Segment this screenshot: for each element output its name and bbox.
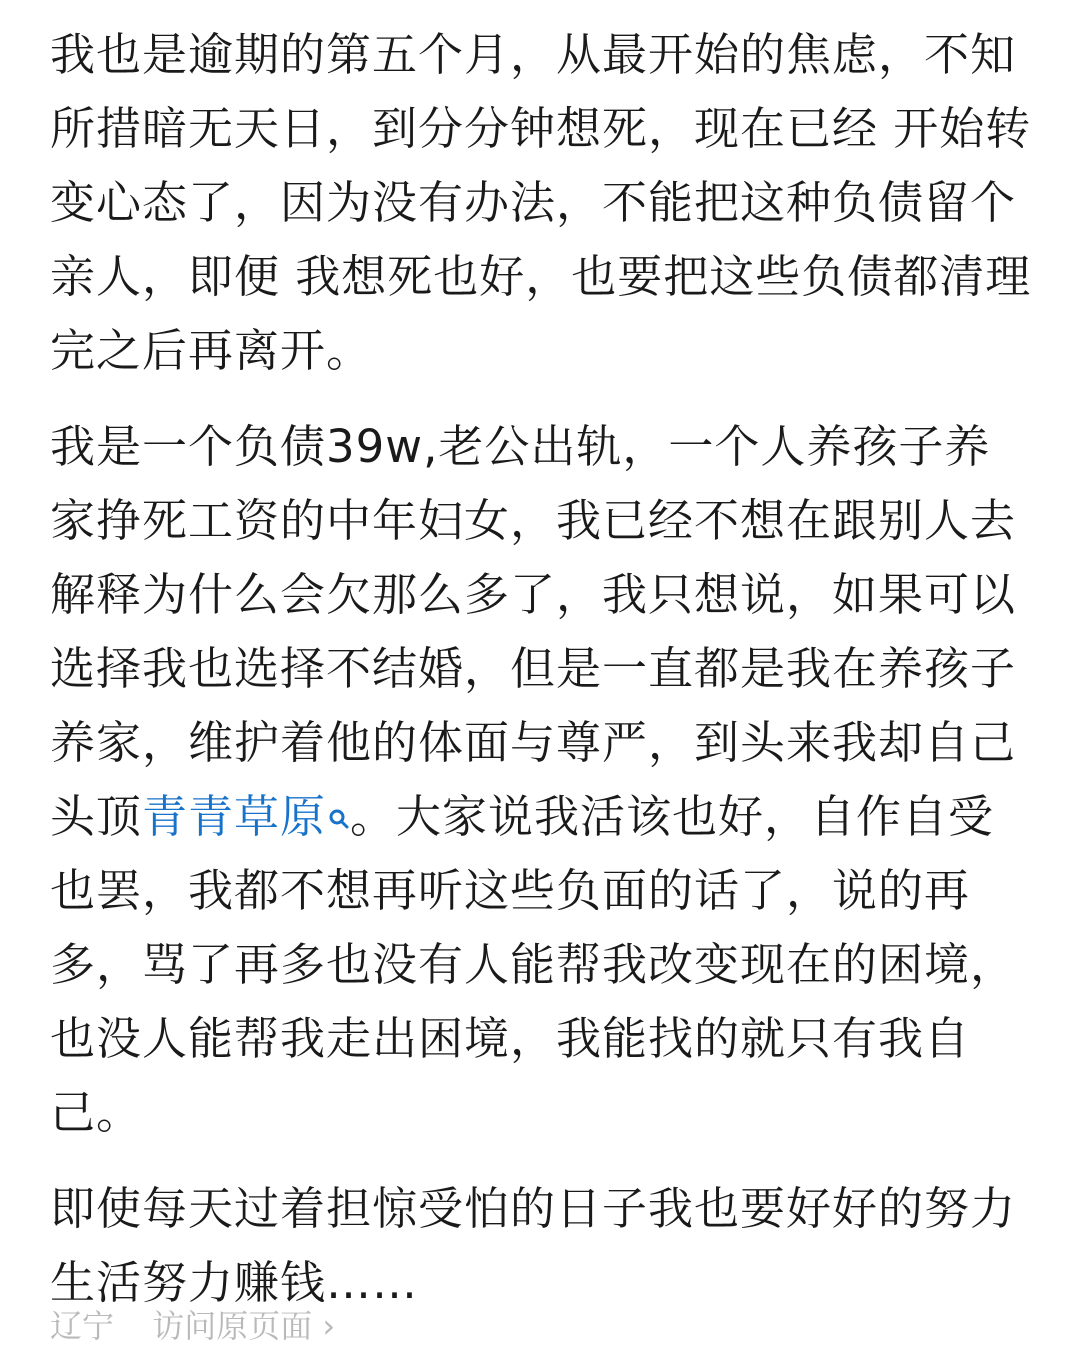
keyword-search-link[interactable] <box>142 790 350 843</box>
post-body <box>50 18 1035 1342</box>
post-footer <box>50 1306 363 1346</box>
paragraph-2-text-after: 。大家说我活该也好，自作自受也罢，我都不想再听这些负面的话了，说的再多，骂了再多也没有人能帮我改变现在的困境，也没人能帮我走出困境，我能找的就只有我自己。 <box>50 790 1017 1139</box>
location-label: 辽宁 <box>50 1307 115 1345</box>
search-icon[interactable] <box>328 778 350 852</box>
paragraph-3: 即使每天过着担惊受怕的日子我也要好好的努力生活努力赚钱…… <box>50 1182 1017 1309</box>
keyword-search-link-label[interactable]: 青青草原 <box>142 790 327 843</box>
paragraph-2-text-before: 我是一个负债39w,老公出轨，一个人养孩子养家挣死工资的中年妇女，我已经不想在跟别人去解释为什么会欠那么多了，我只想说，如果可以选择我也选择不结婚，但是一直都是我在养孩子养家，维护着他的体面与尊严，到头来我却自己头顶 <box>50 420 1017 843</box>
view-original-link[interactable]: 访问原页面 › <box>152 1307 336 1345</box>
paragraph-1: 我也是逾期的第五个月，从最开始的焦虑，不知所措暗无天日，到分分钟想死，现在已经 开始转变心态了，因为没有办法，不能把这种负债留个亲人，即便 我想死也好，也要把这些负债都清理完之后再离开。 <box>50 28 1032 377</box>
paragraph-2 <box>50 410 1035 1150</box>
